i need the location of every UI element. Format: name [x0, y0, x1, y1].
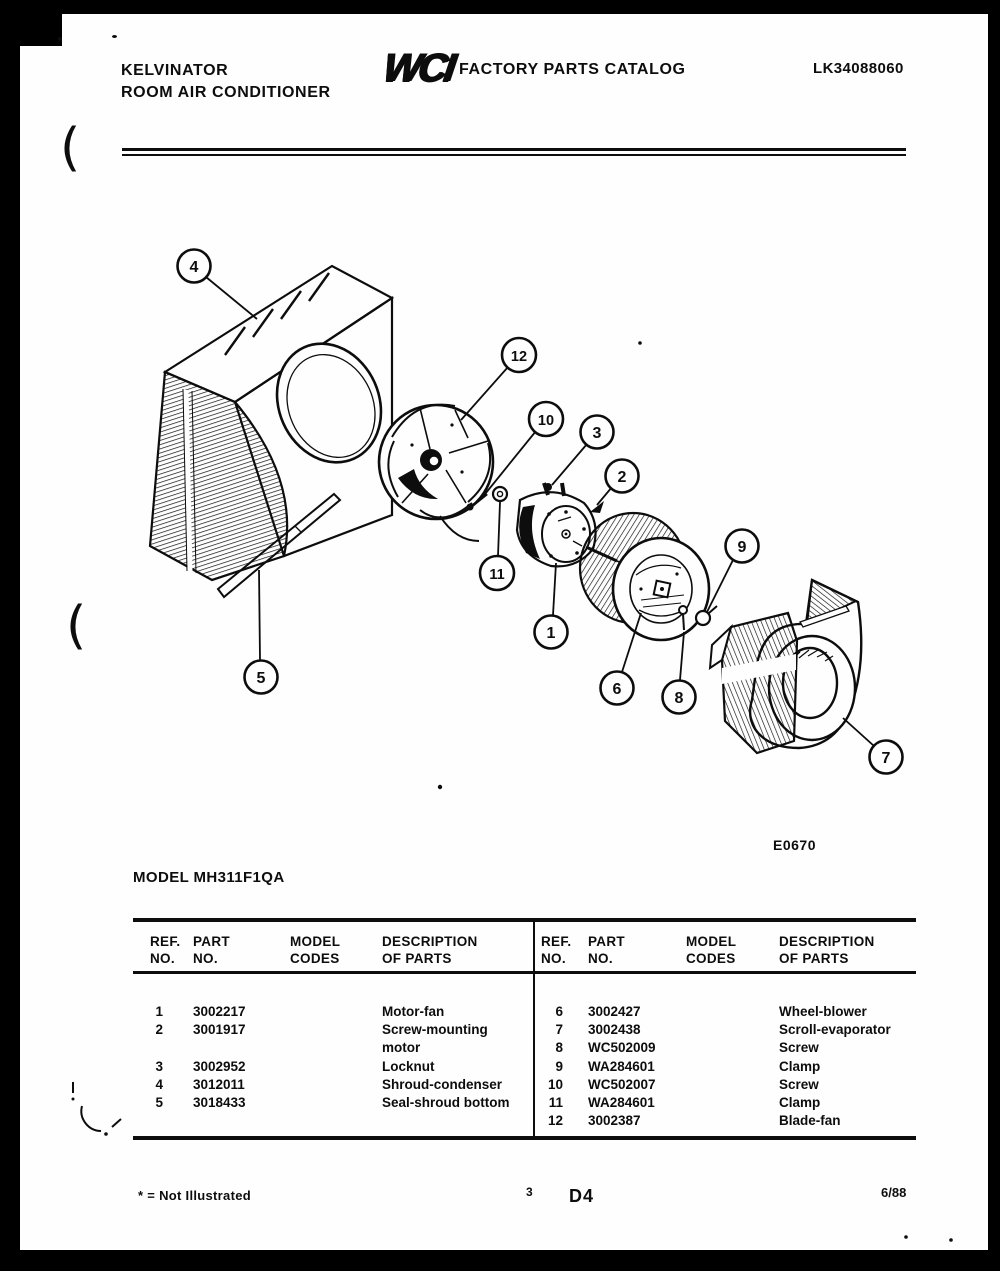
part-no: WC502009: [588, 1040, 656, 1056]
svg-text:6: 6: [612, 681, 622, 698]
not-illustrated-note: * = Not Illustrated: [138, 1188, 251, 1203]
table-header-rule: [133, 971, 916, 974]
svg-text:7: 7: [881, 750, 891, 767]
ref-no: 5: [155, 1094, 163, 1110]
shroud-condenser-drawing: [150, 266, 399, 580]
callout-7: [870, 741, 903, 774]
blade-fan-drawing: [379, 405, 493, 541]
ref-no: 11: [548, 1094, 563, 1110]
clamp-11-drawing: [493, 487, 507, 501]
callout-1: [535, 616, 568, 649]
svg-text:5: 5: [256, 670, 266, 687]
part-no: 3002427: [588, 1004, 641, 1019]
description: Screw: [779, 1040, 819, 1056]
catalog-number: LK34088060: [813, 60, 904, 77]
table-row: [133, 1095, 531, 1113]
table-row: [133, 1022, 531, 1040]
screw-3-drawing: [544, 483, 552, 491]
part-no: WA284601: [588, 1058, 655, 1074]
col-header-part-right: PART NO.: [588, 934, 625, 966]
part-no: 3002438: [588, 1022, 641, 1038]
col-header-desc-left: DESCRIPTION OF PARTS: [382, 934, 478, 966]
ref-no: 10: [547, 1076, 563, 1092]
description: Seal-shroud bottom: [382, 1094, 510, 1110]
description: Motor-fan: [382, 1004, 445, 1019]
description: Blade-fan: [779, 1113, 841, 1129]
table-row: [133, 1004, 531, 1022]
part-no: 3018433: [193, 1094, 246, 1110]
table-row: [133, 1077, 531, 1095]
brand-line1: KELVINATOR: [121, 62, 229, 79]
svg-text:3: 3: [592, 425, 602, 442]
scroll-evaporator-drawing: [710, 580, 861, 753]
description: Scroll-evaporator: [779, 1022, 891, 1038]
table-row: [533, 1113, 915, 1131]
revision-date: 6/88: [881, 1185, 907, 1200]
part-no: WC502007: [588, 1076, 656, 1092]
parts-list-left: [133, 1004, 531, 1113]
page-number-small: 3: [526, 1185, 533, 1199]
description: Screw-mounting: [382, 1022, 488, 1038]
part-no: 3002217: [193, 1004, 246, 1019]
table-border-top: [133, 918, 916, 922]
callout-12: [502, 338, 536, 372]
wci-logo: WCI: [379, 46, 455, 90]
wheel-blower-drawing: [580, 513, 709, 640]
callout-2: [606, 460, 639, 493]
svg-text:9: 9: [737, 539, 747, 556]
binder-mark: (: [60, 118, 81, 178]
ref-no: 1: [155, 1004, 163, 1019]
page-section-code: D4: [569, 1186, 595, 1206]
ref-no: 7: [555, 1022, 563, 1038]
description: Wheel-blower: [779, 1004, 867, 1019]
col-header-ref-left: REF. NO.: [150, 934, 181, 966]
model-number-line: MODEL MH311F1QA: [133, 869, 285, 886]
description: Locknut: [382, 1058, 435, 1074]
col-header-model-right: MODEL CODES: [686, 934, 737, 966]
svg-text:2: 2: [617, 469, 627, 486]
callout-10: [529, 402, 563, 436]
svg-text:11: 11: [489, 567, 505, 583]
scan-speck: [438, 785, 442, 789]
svg-text:1: 1: [546, 625, 556, 642]
col-header-part-left: PART NO.: [193, 934, 230, 966]
part-no: WA284601: [588, 1094, 655, 1110]
table-row: [133, 1040, 531, 1058]
scan-speck: [638, 341, 642, 345]
description: motor: [382, 1040, 421, 1056]
description: Clamp: [779, 1058, 821, 1074]
svg-text:8: 8: [674, 690, 684, 707]
ref-no: 2: [155, 1022, 163, 1038]
figure-code: E0670: [773, 837, 816, 853]
table-row: [533, 1077, 915, 1095]
table-row: [133, 1059, 531, 1077]
description: Clamp: [779, 1094, 821, 1110]
ref-no: 6: [555, 1004, 563, 1019]
table-row: [533, 1004, 915, 1022]
callout-3: [581, 416, 614, 449]
description: Shroud-condenser: [382, 1076, 503, 1092]
table-row: [533, 1022, 915, 1040]
callout-8: [663, 681, 696, 714]
table-row: [533, 1095, 915, 1113]
callout-5: [245, 661, 278, 694]
callout-9: [726, 530, 759, 563]
callout-11: [480, 556, 514, 590]
table-row: [533, 1059, 915, 1077]
part-no: 3001917: [193, 1022, 246, 1038]
svg-text:10: 10: [537, 413, 555, 429]
binder-mark: (: [66, 596, 87, 656]
scan-speck: [949, 1238, 953, 1242]
ref-no: 12: [547, 1113, 563, 1129]
callout-4: [178, 250, 211, 283]
callout-6: [601, 672, 634, 705]
col-header-ref-right: REF. NO.: [541, 934, 572, 966]
table-row: [533, 1040, 915, 1058]
part-no: 3002387: [588, 1113, 641, 1129]
part-no: 3012011: [193, 1076, 245, 1092]
scan-speck: [904, 1235, 908, 1239]
table-border-bottom: [133, 1136, 916, 1140]
screw-2-arrow-drawing: [590, 501, 604, 513]
ref-no: 9: [555, 1058, 563, 1074]
part-no: 3002952: [193, 1058, 246, 1074]
col-header-desc-right: DESCRIPTION OF PARTS: [779, 934, 875, 966]
svg-text:12: 12: [510, 349, 528, 365]
catalog-title: FACTORY PARTS CATALOG: [459, 61, 686, 78]
ref-no: 4: [155, 1076, 163, 1092]
binder-hole-mark: [72, 1082, 122, 1136]
parts-list-right: [533, 1004, 915, 1131]
brand-line2: ROOM AIR CONDITIONER: [121, 84, 331, 101]
col-header-model-left: MODEL CODES: [290, 934, 341, 966]
ref-no: 8: [555, 1040, 563, 1056]
svg-text:4: 4: [189, 259, 199, 276]
description: Screw: [779, 1076, 819, 1092]
ref-no: 3: [155, 1058, 163, 1074]
